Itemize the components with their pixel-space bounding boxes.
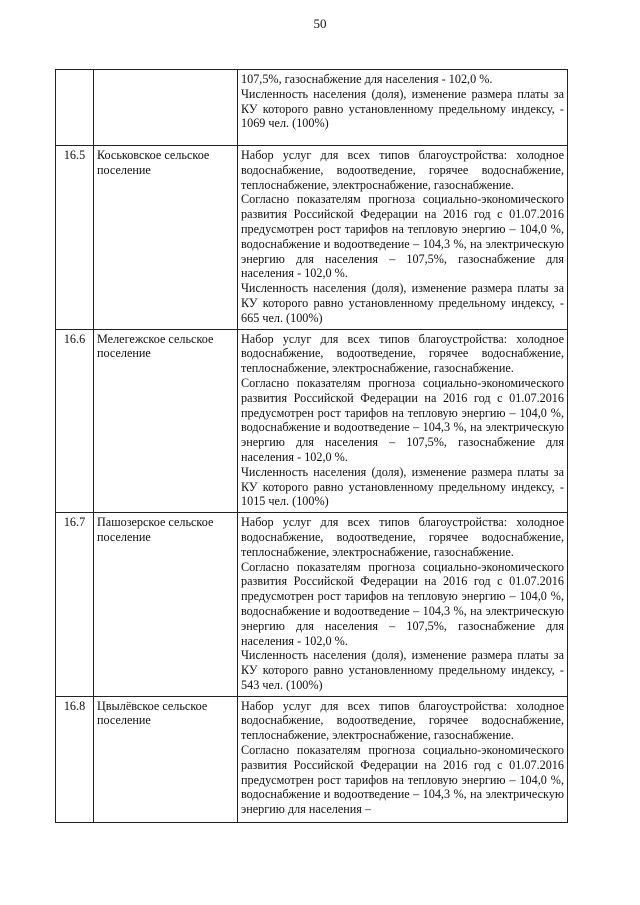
row-number: 16.5 bbox=[56, 146, 94, 330]
table-row bbox=[56, 696, 568, 822]
row-number: 16.8 bbox=[56, 696, 94, 822]
row-description bbox=[238, 329, 568, 513]
row-number: 16.6 bbox=[56, 329, 94, 513]
paragraph: Набор услуг для всех типов благоустройства: холодное водоснабжение, водоотведение, горячее водоснабжение, теплоснабжение, электроснабжение, газоснабжение. bbox=[241, 515, 564, 559]
paragraph: Набор услуг для всех типов благоустройства: холодное водоснабжение, водоотведение, горячее водоснабжение, теплоснабжение, электроснабжение, газоснабжение. bbox=[241, 698, 564, 743]
paragraph: Согласно показателям прогноза социально-экономического развития Российской Федерации на 2016 год с 01.07.2016 предусмотрен рост тарифов на тепловую энергию – 104,0 %, водоснабжение и водоотведение – 104,3 %, на электрическую энергию для населения – 107,5%, газоснабжение для населения - 102,0 %. bbox=[241, 192, 564, 281]
paragraph: Численность населения (доля), изменение размера платы за КУ которого равно установленному предельному индексу, - 543 чел. (100%) bbox=[241, 648, 564, 692]
settlement-name: Цвылёвское сельское поселение bbox=[94, 696, 238, 822]
paragraph: 107,5%, газоснабжение для населения - 102,0 %. bbox=[241, 72, 493, 86]
paragraph: Набор услуг для всех типов благоустройства: холодное водоснабжение, водоотведение, горячее водоснабжение, теплоснабжение, электроснабжение, газоснабжение. bbox=[241, 331, 564, 376]
paragraph: Численность населения (доля), изменение размера платы за КУ которого равно установленному предельному индексу, - 1015 чел. (100%) bbox=[241, 464, 564, 509]
paragraph: Набор услуг для всех типов благоустройства: холодное водоснабжение, водоотведение, горячее водоснабжение, теплоснабжение, электроснабжение, газоснабжение. bbox=[241, 148, 564, 192]
settlement-name bbox=[94, 70, 238, 146]
table-row bbox=[56, 329, 568, 513]
settlement-name: Мелегежское сельское поселение bbox=[94, 329, 238, 513]
settlement-name: Коськовское сельское поселение bbox=[94, 146, 238, 330]
paragraph: Численность населения (доля), изменение размера платы за КУ которого равно установленному предельному индексу, - 665 чел. (100%) bbox=[241, 281, 564, 325]
row-description bbox=[238, 513, 568, 697]
settlements-table bbox=[55, 69, 568, 823]
table-row bbox=[56, 146, 568, 330]
row-description bbox=[238, 146, 568, 330]
paragraph: Согласно показателям прогноза социально-экономического развития Российской Федерации на 2016 год с 01.07.2016 предусмотрен рост тарифов на тепловую энергию – 104,0 %, водоснабжение и водоотведение – 104,3 %, на электрическую энергию для населения – bbox=[241, 743, 564, 817]
settlement-name: Пашозерское сельское поселение bbox=[94, 513, 238, 697]
paragraph: Согласно показателям прогноза социально-экономического развития Российской Федерации на 2016 год с 01.07.2016 предусмотрен рост тарифов на тепловую энергию – 104,0 %, водоснабжение и водоотведение – 104,3 %, на электрическую энергию для населения – 107,5%, газоснабжение для населения - 102,0 %. bbox=[241, 559, 564, 648]
paragraph: Согласно показателям прогноза социально-экономического развития Российской Федерации на 2016 год с 01.07.2016 предусмотрен рост тарифов на тепловую энергию – 104,0 %, водоснабжение и водоотведение – 104,3 %, на электрическую энергию для населения – 107,5%, газоснабжение для населения - 102,0 %. bbox=[241, 375, 564, 464]
table-row bbox=[56, 513, 568, 697]
paragraph: Численность населения (доля), изменение размера платы за КУ которого равно установленному предельному индексу, - 1069 чел. (100%) bbox=[241, 86, 564, 131]
row-number bbox=[56, 70, 94, 146]
table-row bbox=[56, 70, 568, 146]
row-number: 16.7 bbox=[56, 513, 94, 697]
page-number: 50 bbox=[313, 16, 327, 31]
row-description bbox=[238, 70, 568, 146]
row-description bbox=[238, 696, 568, 822]
